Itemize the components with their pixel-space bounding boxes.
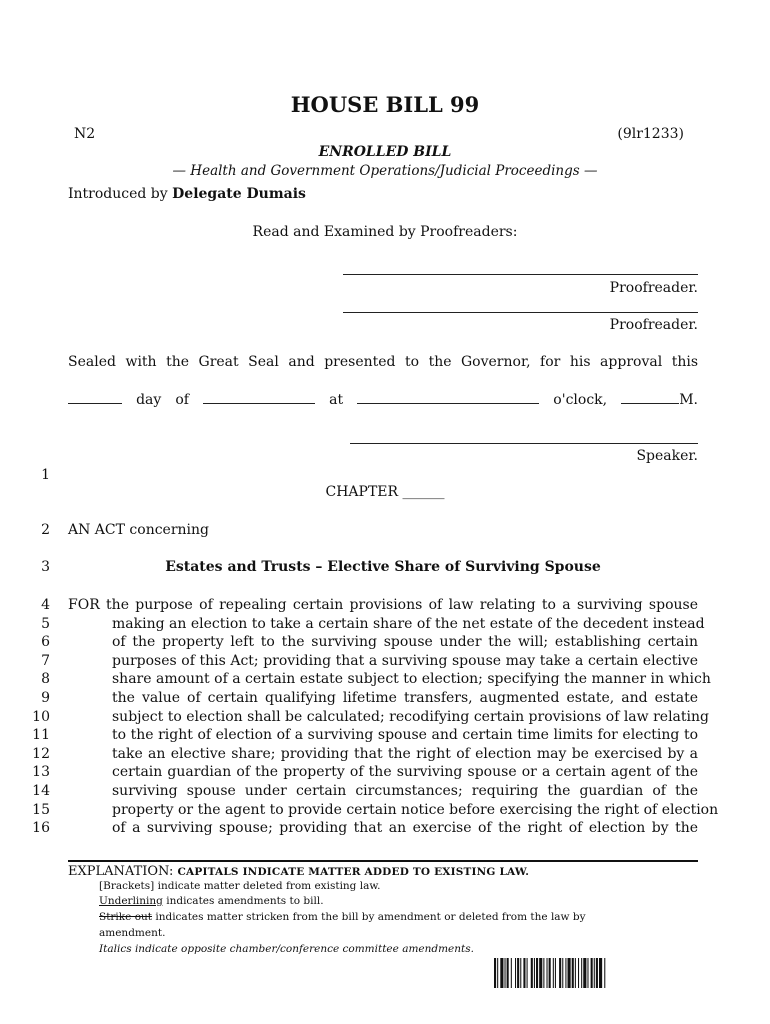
brackets-mark: [Brackets] [99, 880, 155, 892]
underlining-mark: Underlining [99, 895, 163, 907]
underlining-note [99, 895, 324, 907]
sponsor-name: Delegate Dumais [172, 186, 306, 202]
strike-out-note [99, 911, 586, 923]
time-blank [357, 391, 539, 404]
proofreader-signature-line-2 [343, 312, 698, 313]
introduced-prefix: Introduced by [68, 186, 173, 202]
enrolled-label: ENROLLED BILL [318, 144, 452, 160]
line-number: 4 [41, 597, 50, 613]
purpose-line: the value of certain qualifying lifetime transfers, augmented estate, and estate [112, 690, 698, 706]
bill-subject: Estates and Trusts – Elective Share of Surviving Spouse [165, 559, 601, 575]
committees-line: — Health and Government Operations/Judicial Proceedings — [172, 163, 598, 179]
barcode [494, 958, 680, 988]
drafting-code: (9lr1233) [617, 126, 684, 142]
introduced-by [68, 186, 306, 202]
italics-note: Italics indicate opposite chamber/conference committee amendments. [99, 943, 474, 955]
purpose-line: FOR the purpose of repealing certain provisions of law relating to a surviving spouse [68, 597, 698, 613]
line-number: 8 [41, 671, 50, 688]
line-number: 6 [41, 634, 50, 651]
explanation-rule [68, 860, 698, 862]
line-number: 14 [32, 783, 50, 799]
meridiem-blank [621, 391, 679, 404]
subject-code: N2 [74, 126, 96, 142]
line-number: 10 [32, 708, 50, 725]
meridiem-field [621, 391, 698, 408]
line-number: 16 [32, 820, 50, 837]
sealed-statement: Sealed with the Great Seal and presented to the Governor, for his approval this [68, 354, 698, 370]
purpose-line: certain guardian of the property of the surviving spouse or a certain agent of the [112, 764, 698, 781]
purpose-line: take an elective share; providing that the right of election may be exercised by a [112, 745, 698, 762]
day-blank [68, 391, 122, 404]
line-number: 12 [32, 745, 50, 762]
line-number: 3 [41, 559, 50, 575]
line-number: 15 [32, 801, 50, 818]
purpose-line: subject to election shall be calculated; recodifying certain provisions of law relating [112, 708, 709, 725]
chapter-line: CHAPTER ______ [325, 484, 445, 500]
purpose-line: purposes of this Act; providing that a surviving spouse may take a certain elective [112, 652, 698, 669]
line-number: 9 [41, 690, 50, 706]
month-blank [203, 391, 315, 404]
speaker-label: Speaker. [636, 448, 698, 464]
line-number: 5 [41, 615, 50, 632]
line-number: 1 [41, 467, 50, 483]
explanation-heading [68, 864, 529, 879]
purpose-line: to the right of election of a surviving spouse and certain time limits for electing to [112, 727, 698, 744]
act-line: AN ACT concerning [68, 522, 209, 538]
line-number: 2 [41, 522, 50, 538]
day-label: day [136, 392, 162, 408]
purpose-line: of the property left to the surviving spouse under the will; establishing certain [112, 634, 698, 651]
proofreader-signature-line-1 [343, 274, 698, 275]
strike-out-note-continued: amendment. [99, 927, 166, 939]
proofreader-label-2: Proofreader. [609, 317, 698, 333]
bill-title: HOUSE BILL 99 [290, 92, 480, 117]
purpose-line: making an election to take a certain share of the net estate of the decedent instead [112, 615, 705, 632]
purpose-line: property or the agent to provide certain notice before exercising the right of election [112, 801, 719, 818]
purpose-line: surviving spouse under certain circumstances; requiring the guardian of the [112, 783, 698, 799]
capitals-note: CAPITALS INDICATE MATTER ADDED TO EXISTING LAW. [177, 866, 530, 878]
line-number: 7 [41, 652, 50, 669]
strike-out-mark: Strike out [99, 911, 153, 923]
strike-out-text: indicates matter stricken from the bill by amendment or deleted from the law by [152, 911, 586, 923]
speaker-signature-line [350, 443, 698, 444]
oclock-label: o'clock, [553, 392, 608, 408]
read-examined-line: Read and Examined by Proofreaders: [252, 224, 518, 240]
explanation-label: EXPLANATION: [68, 864, 178, 879]
underlining-text: indicates amendments to bill. [162, 895, 324, 907]
date-time-line [68, 391, 698, 408]
of-label: of [175, 392, 189, 408]
proofreader-label-1: Proofreader. [609, 280, 698, 296]
purpose-line: share amount of a certain estate subject to election; specifying the manner in which [112, 671, 711, 688]
brackets-note [99, 880, 380, 892]
purpose-line: of a surviving spouse; providing that an exercise of the right of election by the [112, 820, 698, 837]
meridiem-label: M. [679, 392, 698, 408]
brackets-text: indicate matter deleted from existing law. [154, 880, 381, 892]
at-label: at [329, 392, 344, 408]
line-number: 13 [32, 764, 50, 781]
line-number: 11 [32, 727, 50, 744]
